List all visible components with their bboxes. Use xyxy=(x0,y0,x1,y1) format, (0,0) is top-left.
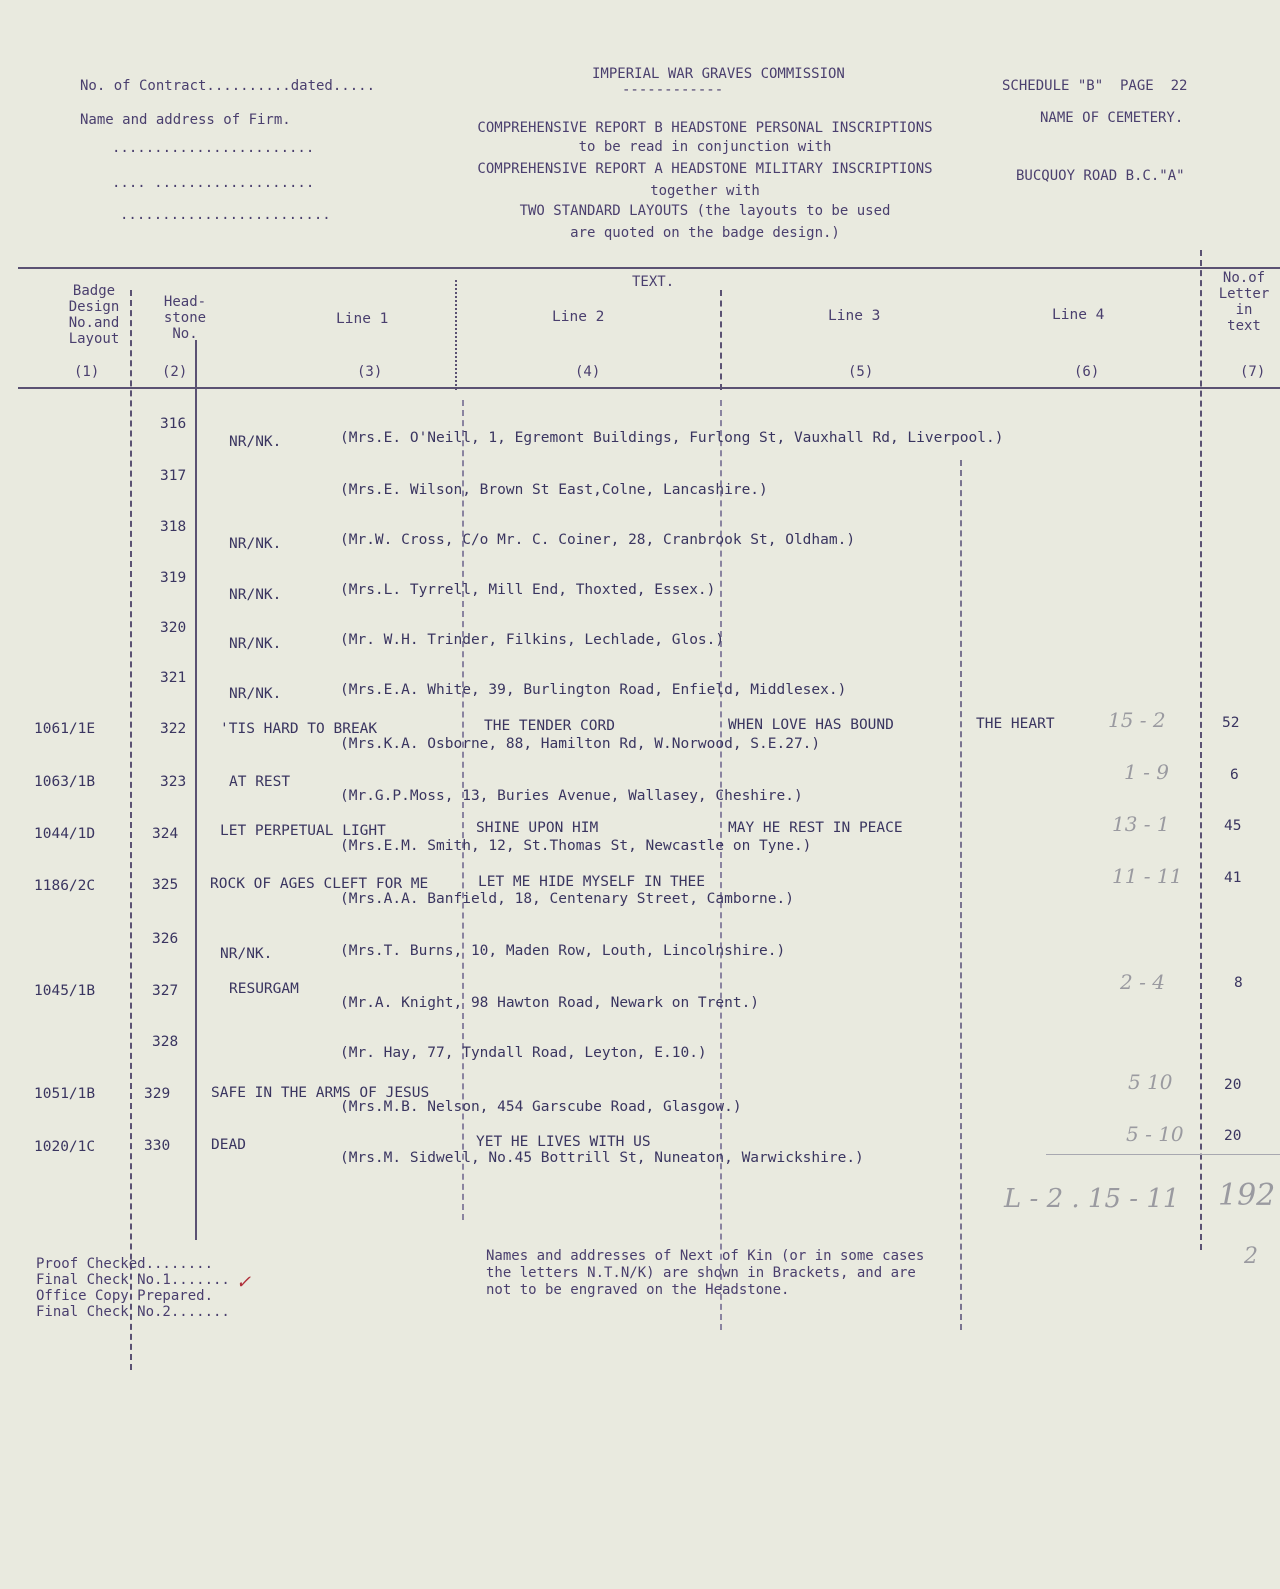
headstone-number: 326 xyxy=(152,931,179,947)
line1-text: NR/NK. xyxy=(229,636,282,652)
headstone-number: 319 xyxy=(160,570,187,586)
next-of-kin: (Mrs.M.B. Nelson, 454 Garscube Road, Glasgow.) xyxy=(340,1099,742,1115)
headstone-number: 323 xyxy=(160,774,187,790)
next-of-kin: (Mrs.E.M. Smith, 12, St.Thomas St, Newcastle on Tyne.) xyxy=(340,838,812,854)
line2-text: YET HE LIVES WITH US xyxy=(476,1134,651,1150)
header-headstone xyxy=(150,294,220,342)
next-of-kin: (Mrs.K.A. Osborne, 88, Hamilton Rd, W.Norwood, S.E.27.) xyxy=(340,736,821,752)
badge-design: 1063/1B xyxy=(34,774,96,790)
line1-text: NR/NK. xyxy=(229,434,282,450)
headstone-number: 328 xyxy=(152,1034,179,1050)
headstone-number: 324 xyxy=(152,826,179,842)
handwritten-count: 5 10 xyxy=(1128,1070,1173,1094)
next-of-kin: (Mrs.E.A. White, 39, Burlington Road, Enfield, Middlesex.) xyxy=(340,682,847,698)
header-text: Design xyxy=(68,299,120,315)
line2-text: SHINE UPON HIM xyxy=(476,820,599,836)
line1-text: NR/NK. xyxy=(229,536,282,552)
total-rule xyxy=(1046,1154,1280,1155)
col-divider xyxy=(1200,250,1202,1250)
headstone-number: 325 xyxy=(152,877,179,893)
letter-count: 52 xyxy=(1222,715,1240,731)
line1-text: ROCK OF AGES CLEFT FOR ME xyxy=(210,876,429,892)
handwritten-count: 1 - 9 xyxy=(1124,760,1169,784)
report-line: COMPREHENSIVE REPORT A HEADSTONE MILITARY INSCRIPTIONS xyxy=(477,160,933,177)
line1-text: AT REST xyxy=(229,774,291,790)
footer-note xyxy=(486,1248,924,1299)
check-list xyxy=(36,1256,230,1320)
firm-dots-2: .... ................... xyxy=(112,175,315,191)
line1-text: NR/NK. xyxy=(220,946,273,962)
header-text: No.and xyxy=(68,315,120,331)
office-copy: Office Copy Prepared. xyxy=(36,1288,214,1304)
header-text: No.of xyxy=(1222,270,1266,286)
col-divider xyxy=(462,400,464,1220)
header-text-label: TEXT. xyxy=(632,274,675,290)
table-header-rule xyxy=(18,387,1280,389)
header-text: stone xyxy=(163,310,207,326)
line1-text: 'TIS HARD TO BREAK xyxy=(220,721,378,737)
next-of-kin: (Mrs.E. Wilson, Brown St East,Colne, Lancashire.) xyxy=(340,482,768,498)
badge-design: 1044/1D xyxy=(34,826,96,842)
badge-design: 1051/1B xyxy=(34,1086,96,1102)
letter-count: 6 xyxy=(1230,767,1239,783)
extra-mark: 2 xyxy=(1244,1244,1258,1269)
report-line: COMPREHENSIVE REPORT B HEADSTONE PERSONAL INSCRIPTIONS xyxy=(477,120,933,136)
report-line: to be read in conjunction with xyxy=(578,138,832,155)
next-of-kin: (Mr. W.H. Trinder, Filkins, Lechlade, Glos.) xyxy=(340,632,725,648)
header-text: No. xyxy=(172,326,198,342)
handwritten-count: 2 - 4 xyxy=(1120,970,1165,994)
headstone-number: 320 xyxy=(160,620,187,636)
header-text: text xyxy=(1227,318,1261,334)
note-line: not to be engraved on the Headstone. xyxy=(486,1282,790,1298)
line2-text: THE TENDER CORD xyxy=(484,718,615,734)
col-number-1: (1) xyxy=(74,364,100,380)
line1-text: LET PERPETUAL LIGHT xyxy=(220,823,386,839)
final-check-2: Final Check No.2....... xyxy=(36,1304,230,1320)
header-letters xyxy=(1208,270,1280,334)
col-number-7: (7) xyxy=(1240,364,1266,380)
header-line4: Line 4 xyxy=(1052,307,1105,323)
col-divider xyxy=(130,290,132,1370)
next-of-kin: (Mr.A. Knight, 98 Hawton Road, Newark on Trent.) xyxy=(340,995,760,1011)
cemetery-name: BUCQUOY ROAD B.C."A" xyxy=(1016,168,1185,184)
headstone-number: 321 xyxy=(160,670,187,686)
next-of-kin: (Mrs.M. Sidwell, No.45 Bottrill St, Nuneaton, Warwickshire.) xyxy=(340,1150,864,1166)
col-number-3: (3) xyxy=(357,364,383,380)
initials-stamp: ✓ xyxy=(236,1272,252,1293)
headstone-number: 322 xyxy=(160,721,187,737)
next-of-kin: (Mrs.E. O'Neill, 1, Egremont Buildings, Furlong St, Vauxhall Rd, Liverpool.) xyxy=(340,430,1004,446)
headstone-number: 327 xyxy=(152,983,179,999)
next-of-kin: (Mrs.A.A. Banfield, 18, Centenary Street, Camborne.) xyxy=(340,891,794,907)
col-divider xyxy=(720,290,722,390)
header-line3: Line 3 xyxy=(828,308,881,324)
letter-count: 20 xyxy=(1224,1128,1242,1144)
handwritten-total: L - 2 . 15 - 11 xyxy=(1004,1184,1180,1214)
badge-design: 1186/2C xyxy=(34,878,96,894)
header-text: Letter xyxy=(1218,286,1270,302)
commission-underline: ------------ xyxy=(622,82,724,98)
next-of-kin: (Mr.G.P.Moss, 13, Buries Avenue, Wallasey, Cheshire.) xyxy=(340,788,803,804)
letter-count: 20 xyxy=(1224,1077,1242,1093)
col-number-5: (5) xyxy=(848,364,874,380)
headstone-number: 316 xyxy=(160,416,187,432)
badge-design: 1045/1B xyxy=(34,983,96,999)
next-of-kin: (Mr.W. Cross, C/o Mr. C. Coiner, 28, Cranbrook St, Oldham.) xyxy=(340,532,856,548)
report-line: are quoted on the badge design.) xyxy=(570,225,840,241)
next-of-kin: (Mr. Hay, 77, Tyndall Road, Leyton, E.10.) xyxy=(340,1045,707,1061)
schedule-label: SCHEDULE "B" PAGE 22 xyxy=(1002,78,1188,94)
letter-count: 45 xyxy=(1224,818,1242,834)
line4-text: THE HEART xyxy=(976,716,1055,732)
col-divider xyxy=(960,460,962,1330)
col-number-4: (4) xyxy=(575,364,601,380)
header-line2: Line 2 xyxy=(552,309,605,325)
handwritten-count: 15 - 2 xyxy=(1108,708,1166,732)
header-text: Head- xyxy=(163,294,207,310)
handwritten-count: 5 - 10 xyxy=(1126,1122,1184,1146)
report-line: together with xyxy=(650,183,760,199)
headstone-number: 330 xyxy=(144,1138,171,1154)
proof-checked: Proof Checked........ xyxy=(36,1256,214,1272)
col-divider xyxy=(455,280,457,390)
contract-line: No. of Contract..........dated..... xyxy=(80,78,376,94)
line1-text: NR/NK. xyxy=(229,686,282,702)
letter-total: 192 xyxy=(1218,1178,1276,1213)
firm-label: Name and address of Firm. xyxy=(80,112,291,128)
header-text: Layout xyxy=(68,331,120,347)
line3-text: MAY HE REST IN PEACE xyxy=(728,820,903,836)
headstone-number: 318 xyxy=(160,519,187,535)
handwritten-count: 13 - 1 xyxy=(1112,812,1170,836)
line1-text: SAFE IN THE ARMS OF JESUS xyxy=(211,1085,430,1101)
note-line: the letters N.T.N/K) are shown in Brackets, and are xyxy=(486,1265,916,1281)
cemetery-label: NAME OF CEMETERY. xyxy=(1040,110,1184,126)
firm-dots-1: ........................ xyxy=(112,140,315,156)
handwritten-count: 11 - 11 xyxy=(1112,864,1183,888)
badge-design: 1020/1C xyxy=(34,1139,96,1155)
line3-text: WHEN LOVE HAS BOUND xyxy=(728,717,894,733)
commission-title: IMPERIAL WAR GRAVES COMMISSION xyxy=(592,66,845,82)
final-check-1: Final Check No.1....... xyxy=(36,1272,230,1288)
header-line1: Line 1 xyxy=(336,311,389,327)
letter-count: 41 xyxy=(1224,870,1242,886)
line1-text: NR/NK. xyxy=(229,587,282,603)
table-top-rule xyxy=(18,267,1280,269)
line1-text: RESURGAM xyxy=(229,981,299,997)
col-number-2: (2) xyxy=(162,364,188,380)
note-line: Names and addresses of Next of Kin (or in some cases xyxy=(486,1248,925,1264)
col-divider xyxy=(195,340,197,1240)
line2-text: LET ME HIDE MYSELF IN THEE xyxy=(478,874,705,890)
next-of-kin: (Mrs.T. Burns, 10, Maden Row, Louth, Lincolnshire.) xyxy=(340,943,786,959)
headstone-number: 317 xyxy=(160,468,187,484)
report-description xyxy=(430,116,980,246)
badge-design: 1061/1E xyxy=(34,721,96,737)
letter-count: 8 xyxy=(1234,975,1243,991)
firm-dots-3: ......................... xyxy=(120,207,331,223)
col-number-6: (6) xyxy=(1074,364,1100,380)
line1-text: DEAD xyxy=(211,1137,246,1153)
next-of-kin: (Mrs.L. Tyrrell, Mill End, Thoxted, Essex.) xyxy=(340,582,716,598)
report-line: TWO STANDARD LAYOUTS (the layouts to be used xyxy=(519,203,891,219)
header-text: Badge xyxy=(72,283,116,299)
header-badge-design xyxy=(44,283,144,347)
header-text: in xyxy=(1235,302,1253,318)
headstone-number: 329 xyxy=(144,1086,171,1102)
